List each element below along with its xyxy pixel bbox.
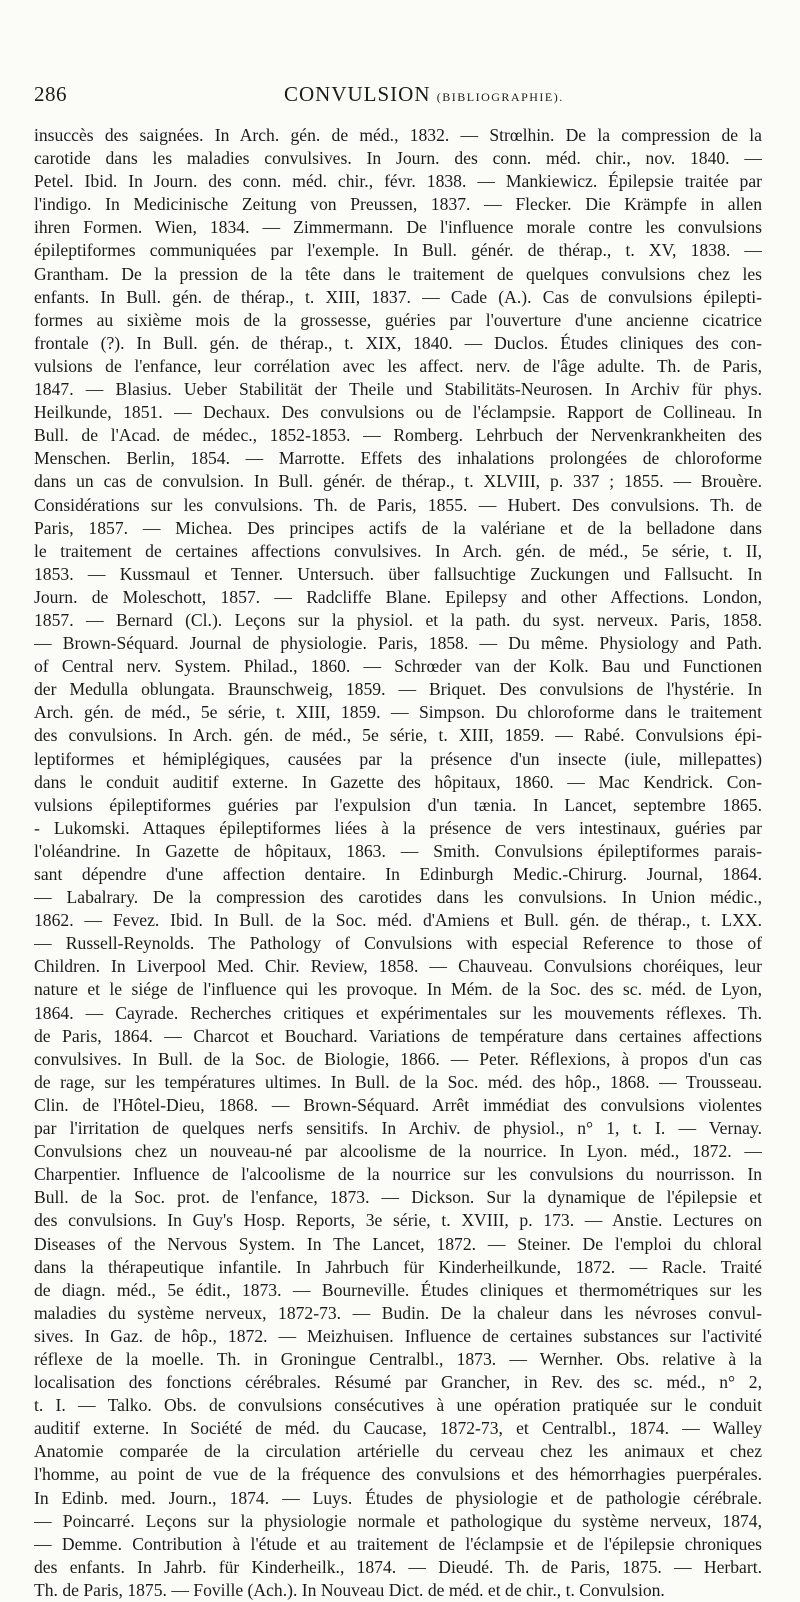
text-line: de diagn. méd., 5e édit., 1873. — Bourneville. Études cliniques et thermométriques sur les (34, 1279, 762, 1300)
text-line: frontale (?). In Bull. gén. de thérap., t. XIX, 1840. — Duclos. Études cliniques des con- (34, 332, 762, 353)
text-line: des enfants. In Jahrb. für Kinderheilk., 1874. — Dieudé. Th. de Paris, 1875. — Herbart. (34, 1556, 762, 1577)
text-line: — Poincarré. Leçons sur la physiologie normale et pathologique du système nerveux, 1874, (34, 1510, 762, 1531)
text-line: Charpentier. Influence de l'alcoolisme de la nourrice sur les convulsions du nourrisson. In (34, 1164, 762, 1185)
text-line: — Labalrary. De la compression des carotides dans les convulsions. In Union médic., (34, 887, 762, 908)
text-line: nature et le siége de l'influence qui les provoque. In Mém. de la Soc. des sc. méd. de Lyon, (34, 979, 762, 1000)
text-line: der Medulla oblungata. Braunschweig, 1859. — Briquet. Des convulsions de l'hystérie. In (34, 679, 762, 700)
text-line: Clin. de l'Hôtel-Dieu, 1868. — Brown-Séquard. Arrêt immédiat des convulsions violentes (34, 1094, 762, 1115)
text-line: Menschen. Berlin, 1854. — Marrotte. Effets des inhalations prolongées de chloroforme (34, 448, 762, 469)
text-line: épileptiformes communiquées par l'exemple. In Bull. génér. de thérap., t. XV, 1838. — (34, 240, 762, 261)
text-line: l'indigo. In Medicinische Zeitung von Preussen, 1837. — Flecker. Die Krämpfe in allen (34, 194, 762, 215)
text-line: vulsions épileptiformes guéries par l'expulsion d'un tænia. In Lancet, septembre 1865. (34, 794, 762, 815)
text-line: insuccès des saignées. In Arch. gén. de méd., 1832. — Strœlhin. De la compression de la (34, 125, 762, 145)
text-line: — Brown-Séquard. Journal de physiologie. Paris, 1858. — Du même. Physiology and Path. (34, 633, 762, 654)
text-line: dans un cas de convulsion. In Bull. génér. de thérap., t. XLVIII, p. 337 ; 1855. — Brouère. (34, 471, 762, 492)
text-line: Petel. Ibid. In Journ. des conn. méd. chir., févr. 1838. — Mankiewicz. Épilepsie traitée par (34, 171, 762, 192)
text-line: des convulsions. In Guy's Hosp. Reports, 3e série, t. XVIII, p. 173. — Anstie. Lectures on (34, 1210, 762, 1231)
text-line: de rage, sur les températures ultimes. In Bull. de la Soc. méd. des hôp., 1868. — Trousseau. (34, 1071, 762, 1092)
text-line: carotide dans les maladies convulsives. In Journ. des conn. méd. chir., nov. 1840. — (34, 148, 762, 169)
text-line: In Edinb. med. Journ., 1874. — Luys. Études de physiologie et de pathologie cérébrale. (34, 1487, 762, 1508)
text-line: auditif externe. In Société de méd. du Caucase, 1872-73, et Centralbl., 1874. — Walley (34, 1418, 762, 1439)
text-line: Paris, 1857. — Michea. Des principes actifs de la valériane et de la belladone dans (34, 517, 762, 538)
page-number: 286 (34, 82, 67, 106)
text-line: par l'irritation de quelques nerfs sensitifs. In Archiv. de physiol., n° 1, t. I. — Vernay. (34, 1118, 762, 1139)
text-line: Bull. de la Soc. prot. de l'enfance, 1873. — Dickson. Sur la dynamique de l'épilepsie et (34, 1187, 762, 1208)
text-line: Children. In Liverpool Med. Chir. Review, 1858. — Chauveau. Convulsions choréiques, leur (34, 956, 762, 977)
page-header (34, 82, 764, 112)
text-line: sant dépendre d'une affection dentaire. In Edinburgh Medic.-Chirurg. Journal, 1864. (34, 864, 762, 884)
text-line: — Demme. Contribution à l'étude et au traitement de l'éclampsie et de l'épilepsie chroniques (34, 1533, 762, 1554)
bibliography-text (34, 124, 762, 1602)
text-line: dans le conduit auditif externe. In Gazette des hôpitaux, 1860. — Mac Kendrick. Con- (34, 771, 762, 792)
text-line: vulsions de l'enfance, leur corrélation avec les affect. nerv. de l'âge adulte. Th. de Paris, (34, 355, 762, 376)
text-line: Bull. de l'Acad. de médec., 1852-1853. — Romberg. Lehrbuch der Nervenkrankheiten des (34, 425, 762, 446)
text-line: Arch. gén. de méd., 5e série, t. XIII, 1859. — Simpson. Du chloroforme dans le traitement (34, 702, 762, 723)
text-line: of Central nerv. System. Philad., 1860. — Schrœder van der Kolk. Bau und Functionen (34, 656, 762, 677)
text-line: réflexe de la moelle. Th. in Groningue Centralbl., 1873. — Wernher. Obs. relative à la (34, 1348, 762, 1369)
text-line: enfants. In Bull. gén. de thérap., t. XIII, 1837. — Cade (A.). Cas de convulsions épilepti- (34, 286, 762, 307)
text-line: Diseases of the Nervous System. In The Lancet, 1872. — Steiner. De l'emploi du chloral (34, 1233, 762, 1254)
text-line: 1853. — Kussmaul et Tenner. Untersuch. über fallsuchtige Zuckungen und Fallsucht. In (34, 563, 762, 584)
text-line: Considérations sur les convulsions. Th. de Paris, 1855. — Hubert. Des convulsions. Th. de (34, 494, 762, 515)
text-line: l'oléandrine. In Gazette de hôpitaux, 1863. — Smith. Convulsions épileptiformes parais- (34, 840, 762, 861)
text-line: le traitement de certaines affections convulsives. In Arch. gén. de méd., 5e série, t. II, (34, 540, 762, 561)
text-line: de Paris, 1864. — Charcot et Bouchard. Variations de température dans certaines affections (34, 1025, 762, 1046)
text-line: des convulsions. In Arch. gén. de méd., 5e série, t. XIII, 1859. — Rabé. Convulsions épi- (34, 725, 762, 746)
running-title-subtitle: (BIBLIOGRAPHIE). (436, 90, 564, 104)
text-line: 1864. — Cayrade. Recherches critiques et expérimentales sur les mouvements réflexes. Th. (34, 1002, 762, 1023)
text-line: maladies du système nerveux, 1872-73. — Budin. De la chaleur dans les névroses convul- (34, 1302, 762, 1323)
text-line: dans la thérapeutique infantile. In Jahrbuch für Kinderheilkunde, 1872. — Racle. Traité (34, 1256, 762, 1277)
text-line: Anatomie comparée de la circulation artérielle du cerveau chez les animaux et chez (34, 1441, 762, 1462)
running-title-main: CONVULSION (284, 82, 431, 106)
text-line: Heilkunde, 1851. — Dechaux. Des convulsions ou de l'éclampsie. Rapport de Collineau. In (34, 402, 762, 423)
text-line: Th. de Paris, 1875. — Foville (Ach.). In Nouveau Dict. de méd. et de chir., t. Convulsion. (34, 1579, 665, 1600)
text-line: — Russell-Reynolds. The Pathology of Convulsions with especial Reference to those of (34, 933, 762, 954)
text-line: t. I. — Talko. Obs. de convulsions consécutives à une opération pratiquée sur le conduit (34, 1395, 762, 1416)
running-title (284, 82, 564, 107)
text-line: 1847. — Blasius. Ueber Stabilität der Theile und Stabilitäts-Neurosen. In Archiv für phys. (34, 379, 762, 400)
text-line: sives. In Gaz. de hôp., 1872. — Meizhuisen. Influence de certaines substances sur l'activité (34, 1325, 762, 1346)
text-line: 1857. — Bernard (Cl.). Leçons sur la physiol. et la path. du syst. nerveux. Paris, 1858. (34, 609, 762, 630)
text-line: Grantham. De la pression de la tête dans le traitement de quelques convulsions chez les (34, 263, 762, 284)
text-line: convulsives. In Bull. de la Soc. de Biologie, 1866. — Peter. Réflexions, à propos d'un cas (34, 1048, 762, 1069)
text-line: ihren Formen. Wien, 1834. — Zimmermann. De l'influence morale contre les convulsions (34, 217, 762, 238)
text-line: localisation des fonctions cérébrales. Résumé par Grancher, in Rev. des sc. méd., n° 2, (34, 1372, 762, 1393)
text-line: Convulsions chez un nouveau-né par alcoolisme de la nourrice. In Lyon. méd., 1872. — (34, 1141, 762, 1162)
text-line: 1862. — Fevez. Ibid. In Bull. de la Soc. méd. d'Amiens et Bull. gén. de thérap., t. LXX. (34, 910, 762, 931)
text-line: Journ. de Moleschott, 1857. — Radcliffe Blane. Epilepsy and other Affections. London, (34, 586, 762, 607)
text-line: - Lukomski. Attaques épileptiformes liées à la présence de vers intestinaux, guéries par (34, 817, 762, 838)
text-line: leptiformes et hémiplégiques, causées par la présence d'un insecte (iule, millepattes) (34, 748, 762, 769)
text-line: formes au sixième mois de la grossesse, guéries par l'ouverture d'une ancienne cicatrice (34, 309, 762, 330)
text-line: l'homme, au point de vue de la fréquence des convulsions et des hémorrhagies puerpérales. (34, 1464, 762, 1485)
